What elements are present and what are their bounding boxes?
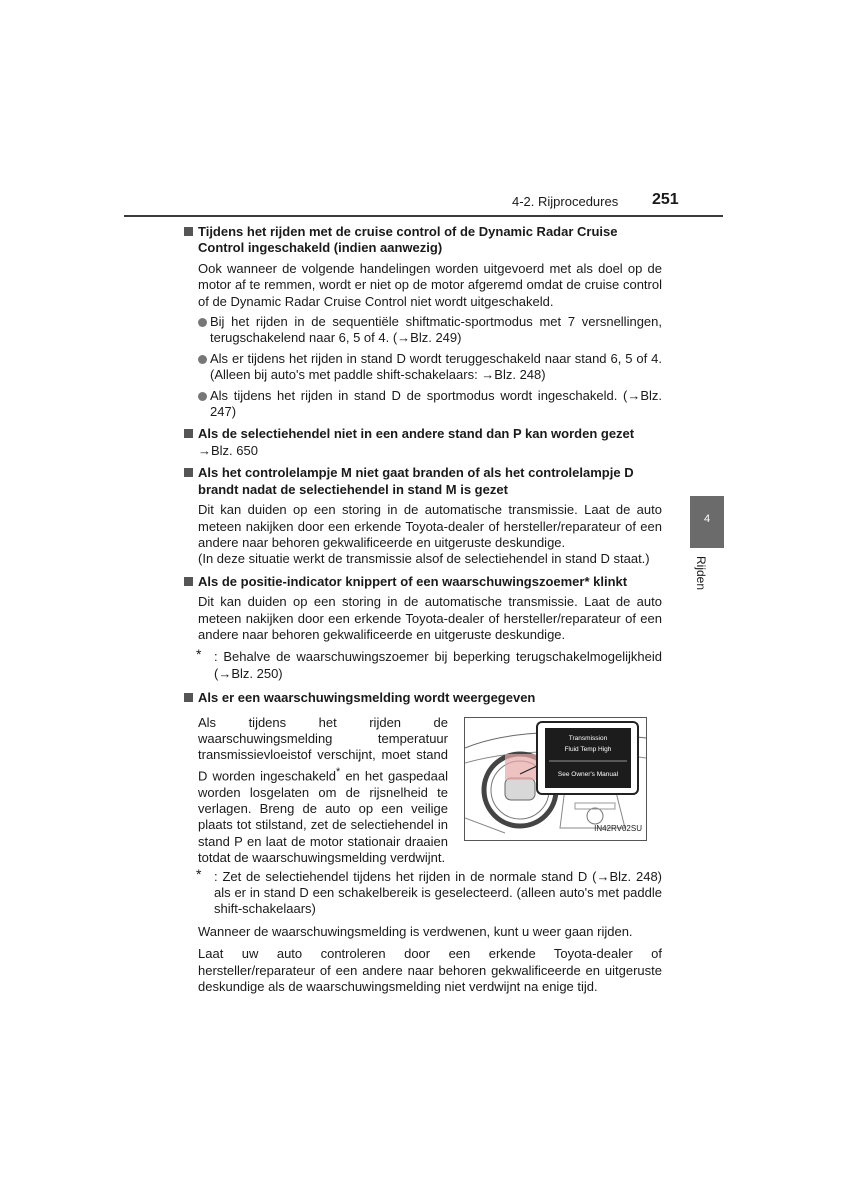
paragraph: Laat uw auto controleren door een erkende Toyota-dealer of hersteller/reparateur of een andere naar behoren gekwalificeerde en uitgeruste deskundige als de waarschuwingsmelding niet verdwijnt na enige tijd. xyxy=(198,946,662,994)
section-reference: 4-2. Rijprocedures xyxy=(512,194,619,209)
section-heading: Tijdens het rijden met de cruise control of de Dynamic Radar Cruise Control ingeschakeld (indien aanwezig) xyxy=(184,224,662,257)
figure-row xyxy=(184,715,662,865)
footnote: * : Zet de selectiehendel tijdens het rijden in de normale stand D (→Blz. 248) als er in stand D een schakelbereik is geselecteerd. (alleen auto's met paddle shift-schakelaars) xyxy=(196,865,662,917)
paragraph: →Blz. 650 xyxy=(198,442,258,458)
chapter-number: 4 xyxy=(703,513,711,525)
page-number: 251 xyxy=(652,191,679,208)
paragraph: (In deze situatie werkt de transmissie alsof de selectiehendel in stand D staat.) xyxy=(198,551,650,567)
section-heading: Als er een waarschuwingsmelding wordt weergegeven xyxy=(184,690,662,706)
paragraph: Ook wanneer de volgende handelingen worden uitgevoerd met als doel op de motor af te remmen, wordt er niet op de motor afgeremd omdat de cruise control of de Dynamic Radar Cruise Control niet wordt uitgeschakeld. xyxy=(198,260,662,309)
square-bullet-icon xyxy=(184,429,193,438)
footnote-mark: * xyxy=(196,646,202,663)
chapter-label: Rijden xyxy=(694,556,708,591)
footnote-mark: * xyxy=(336,765,341,778)
display-message-line: See Owner's Manual xyxy=(557,770,619,778)
circle-bullet-icon xyxy=(198,355,207,364)
square-bullet-icon xyxy=(184,227,193,236)
circle-bullet-icon xyxy=(198,392,207,401)
paragraph: Dit kan duiden op een storing in de automatische transmissie. Laat de auto meteen nakijken door een erkende Toyota-dealer of hersteller/reparateur of een andere naar behoren gekwalificeerde en uitgeruste deskundige. xyxy=(198,594,662,642)
paragraph: Dit kan duiden op een storing in de automatische transmissie. Laat de auto meteen nakijken door een erkende Toyota-dealer of hersteller/reparateur of een andere naar behoren gekwalificeerde en uitgeruste deskundige. xyxy=(198,502,662,550)
chapter-tab xyxy=(690,496,724,548)
paragraph: Wanneer de waarschuwingsmelding is verdwenen, kunt u weer gaan rijden. xyxy=(198,923,633,939)
square-bullet-icon xyxy=(184,468,193,477)
footnote: * : Behalve de waarschuwingszoemer bij beperking terugschakelmogelijkheid (→Blz. 250) xyxy=(196,646,662,681)
dashboard-illustration xyxy=(464,717,647,841)
list-item: Als tijdens het rijden in stand D de sportmodus wordt ingeschakeld. (→Blz. 247) xyxy=(184,388,662,421)
square-bullet-icon xyxy=(184,577,193,586)
list-item: Bij het rijden in de sequentiële shiftmatic-sportmodus met 7 versnellingen, terugschakelend naar 6, 5 of 4. (→Blz. 249) xyxy=(184,314,662,347)
section-heading: Als het controlelampje M niet gaat branden of als het controlelampje D brandt nadat de selectiehendel in stand M is gezet xyxy=(184,465,662,498)
display-message-line: Transmission xyxy=(568,734,608,742)
display-message-line: Fluid Temp High xyxy=(564,745,612,753)
section-heading: Als de selectiehendel niet in een andere stand dan P kan worden gezet xyxy=(184,426,662,442)
square-bullet-icon xyxy=(184,693,193,702)
header-rule xyxy=(124,215,723,217)
figure-paragraph: Als tijdens het rijden de waarschuwingsmelding temperatuur transmissievloeistof verschijnt, moet stand D worden ingeschakeld* en het gaspedaal worden losgelaten om de rijsnelheid te verlagen. Breng de auto op een veilige plaats tot stilstand, zet de selectiehendel in stand P en laat de motor stationair draaien totdat de waarschuwingsmelding verdwijnt. xyxy=(198,714,448,866)
circle-bullet-icon xyxy=(198,318,207,327)
figure-code: IN42RV02SU xyxy=(594,824,642,834)
section-heading: Als de positie-indicator knippert of een waarschuwingszoemer* klinkt xyxy=(184,574,662,590)
list-item: Als er tijdens het rijden in stand D wordt teruggeschakeld naar stand 6, 5 of 4. (Alleen bij auto's met paddle shift-schakelaars: →Blz. 248) xyxy=(184,351,662,384)
page-content xyxy=(184,224,662,995)
footnote-mark: * xyxy=(196,865,202,882)
